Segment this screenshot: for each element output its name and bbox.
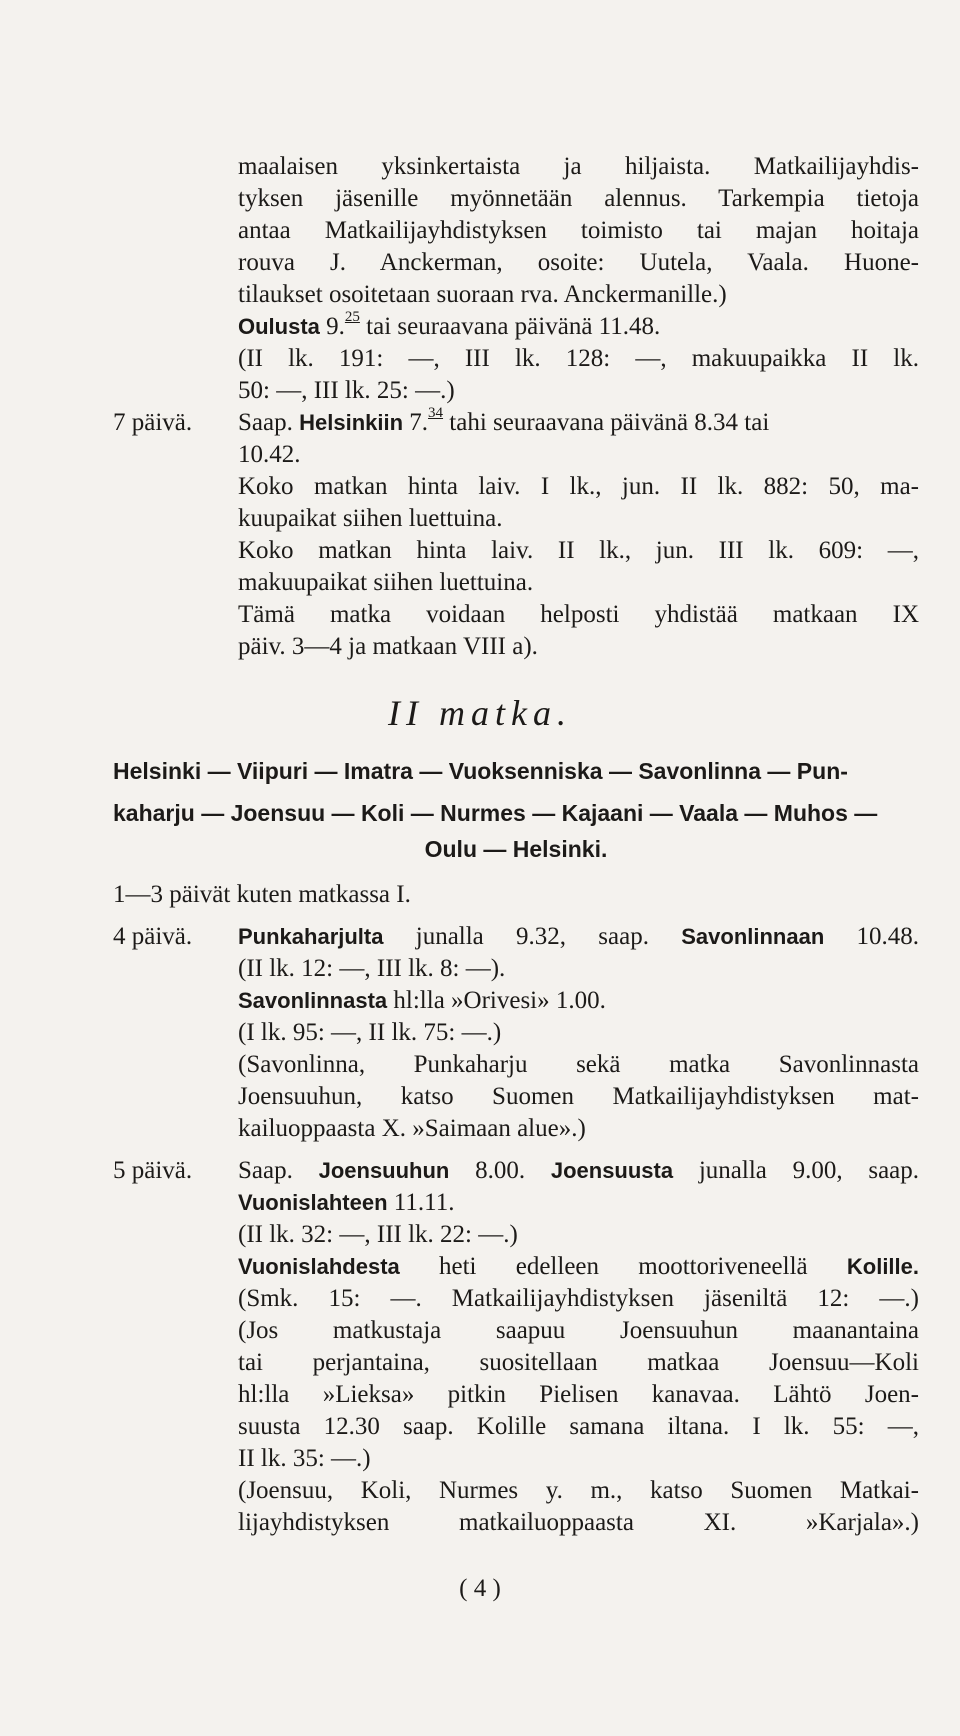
place-name: Vuonislahteen	[238, 1190, 388, 1215]
text-line: (Smk. 15: —. Matkailijayhdistyksen jäseniltä 12: —.)	[238, 1285, 919, 1312]
place-name: Punkaharjulta	[238, 924, 384, 949]
place-name: Joensuusta	[550, 1158, 674, 1183]
day-label: 4 päivä.	[113, 923, 193, 950]
text-line: Joensuuhun, katso Suomen Matkailijayhdistyksen mat-	[238, 1083, 919, 1110]
place-name: Vuonislahdesta	[238, 1254, 400, 1279]
text-line: Saap. Helsinkiin 7.34 tahi seuraavana päivänä 8.34 tai	[238, 405, 770, 436]
text-line: Koko matkan hinta laiv. I lk., jun. II lk. 882: 50, ma-	[238, 473, 919, 500]
time: 7.34	[409, 405, 444, 436]
place-name: Savonlinnasta	[238, 988, 388, 1013]
text-line: antaa Matkailijayhdistyksen toimisto tai majan hoitaja	[238, 217, 919, 244]
text-line: (II lk. 12: —, III lk. 8: —).	[238, 955, 506, 982]
text-line: (Savonlinna, Punkaharju sekä matka Savonlinnasta	[238, 1051, 919, 1078]
text-line: (II lk. 191: —, III lk. 128: —, makuupaikka II lk.	[238, 345, 919, 372]
place-name: Helsinkiin	[299, 410, 404, 435]
text-line: Punkaharjulta junalla 9.32, saap. Savonlinnaan 10.48.	[238, 923, 920, 950]
route-line: Helsinki — Viipuri — Imatra — Vuoksenniska — Savonlinna — Pun-	[113, 758, 848, 784]
route-line: Oulu — Helsinki.	[424, 836, 608, 862]
place-name: Savonlinnaan	[681, 924, 825, 949]
text-line: kuupaikat siihen luettuina.	[238, 505, 503, 532]
text-line: tilaukset osoitetaan suoraan rva. Anckermanille.)	[238, 281, 727, 308]
text-line: (I lk. 95: —, II lk. 75: —.)	[238, 1019, 502, 1046]
place-name: Kolille.	[846, 1254, 919, 1279]
section-heading: II matka.	[388, 693, 572, 733]
text-line: 50: —, III lk. 25: —.)	[238, 377, 455, 404]
text-line: lijayhdistyksen matkailuoppaasta XI. »Karjala».)	[238, 1509, 919, 1536]
text-line: makuupaikat siihen luettuina.	[238, 569, 534, 596]
text-line: rouva J. Anckerman, osoite: Uutela, Vaala. Huone-	[238, 249, 919, 276]
text-line: kailuoppaasta X. »Saimaan alue».)	[238, 1115, 586, 1142]
route-line: kaharju — Joensuu — Koli — Nurmes — Kajaani — Vaala — Muhos —	[113, 800, 878, 826]
text-line: Saap. Joensuuhun 8.00. Joensuusta junalla 9.00, saap.	[238, 1157, 920, 1184]
text-line: tyksen jäsenille myönnetään alennus. Tarkempia tietoja	[238, 185, 919, 212]
place-name: Joensuuhun	[318, 1158, 450, 1183]
text-line: Vuonislahdesta heti edelleen moottoriveneellä Kolille.	[238, 1253, 919, 1280]
text-line: suusta 12.30 saap. Kolille samana iltana. I lk. 55: —,	[238, 1413, 919, 1440]
text-line: (II lk. 32: —, III lk. 22: —.)	[238, 1221, 518, 1248]
place-name: Oulusta	[238, 314, 320, 339]
time: 9.25	[326, 309, 360, 340]
text-line: Oulusta 9.25 tai seuraavana päivänä 11.48.	[238, 309, 661, 340]
page-number: ( 4 )	[459, 1575, 501, 1602]
text-line: Koko matkan hinta laiv. II lk., jun. III lk. 609: —,	[238, 537, 919, 564]
text-line: maalaisen yksinkertaista ja hiljaista. Matkailijayhdis-	[238, 153, 919, 180]
text-line: 10.42.	[238, 441, 301, 468]
text-line: (Jos matkustaja saapuu Joensuuhun maanantaina	[238, 1317, 919, 1344]
text-line: Savonlinnasta hl:lla »Orivesi» 1.00.	[238, 987, 606, 1014]
text-line: päiv. 3—4 ja matkaan VIII a).	[238, 633, 538, 660]
text-line: hl:lla »Lieksa» pitkin Pielisen kanavaa. Lähtö Joen-	[238, 1381, 919, 1408]
text-line: Tämä matka voidaan helposti yhdistää matkaan IX	[238, 601, 919, 628]
text-line: tai perjantaina, suositellaan matkaa Joensuu—Koli	[238, 1349, 919, 1376]
days-note: 1—3 päivät kuten matkassa I.	[113, 881, 411, 908]
text-line: (Joensuu, Koli, Nurmes y. m., katso Suomen Matkai-	[238, 1477, 919, 1504]
day-label: 7 päivä.	[113, 409, 193, 436]
text-line: Vuonislahteen 11.11.	[238, 1189, 455, 1216]
day-label: 5 päivä.	[113, 1157, 193, 1184]
text-line: II lk. 35: —.)	[238, 1445, 371, 1472]
